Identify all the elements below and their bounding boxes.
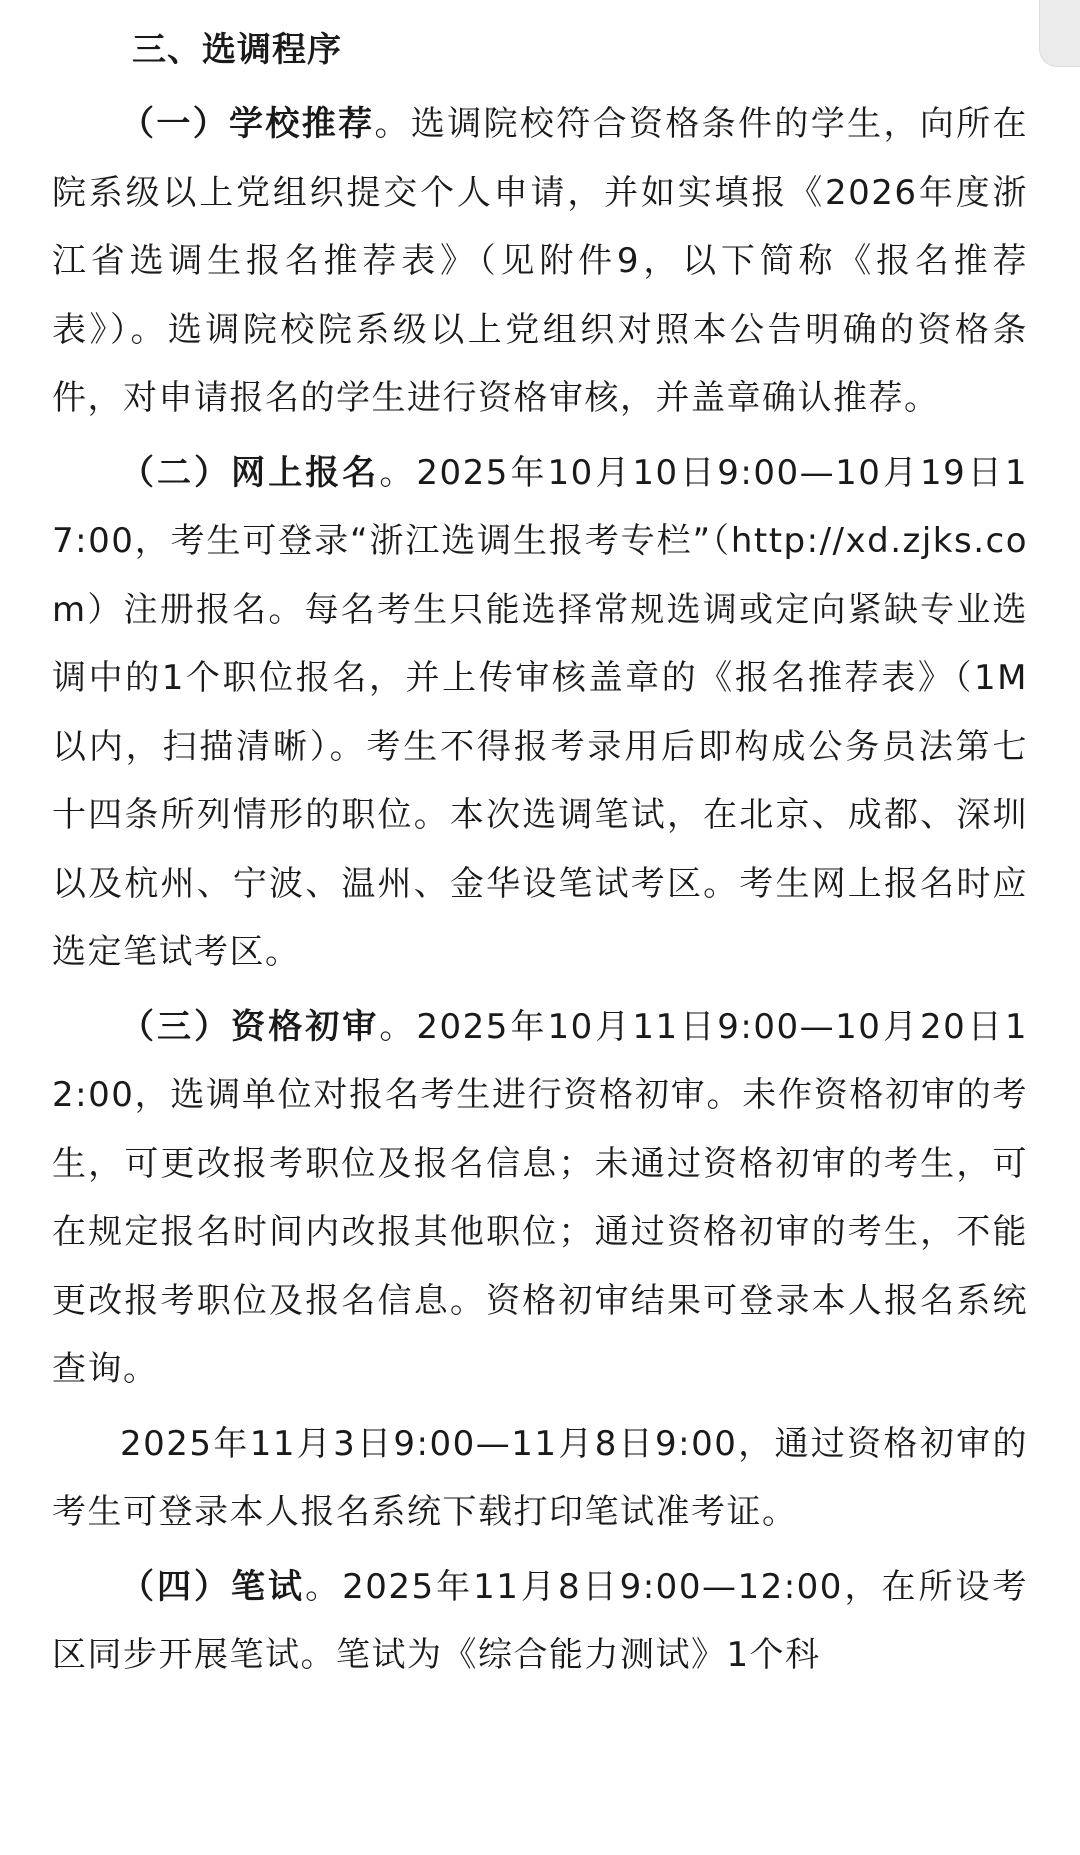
- paragraph-lead: （三）资格初审: [120, 1006, 380, 1047]
- paragraph-lead: （一）学校推荐: [120, 104, 375, 144]
- paragraph-body: 。2025年11月8日9:00—12:00，在所设考区同步开展笔试。笔试为《综合能力测试》1个科: [52, 1566, 1028, 1675]
- paragraph-preliminary-review: [52, 993, 1028, 1404]
- paragraph-body: 。2025年10月10日9:00—10月19日17:00，考生可登录“浙江选调生报考专栏”（http://xd.zjks.com）注册报名。每名考生只能选择常规选调或定向紧缺专业选调中的1个职位报名，并上传审核盖章的《报名推荐表》（1M以内，扫描清晰）。考生不得报考录用后即构成公务员法第七十四条所列情形的职位。本次选调笔试，在北京、成都、深圳以及杭州、宁波、温州、金华设笔试考区。考生网上报名时应选定笔试考区。: [52, 452, 1028, 972]
- paragraph-written-exam: [52, 1553, 1028, 1690]
- paragraph-lead: （四）笔试: [120, 1566, 306, 1607]
- paragraph-body: 。2025年10月11日9:00—10月20日12:00，选调单位对报名考生进行资格初审。未作资格初审的考生，可更改报考职位及报名信息；未通过资格初审的考生，可在规定报名时间内改报其他职位；通过资格初审的考生，不能更改报考职位及报名信息。资格初审结果可登录本人报名系统查询。: [52, 1006, 1028, 1389]
- paragraph-body: 2025年11月3日9:00—11月8日9:00，通过资格初审的考生可登录本人报名系统下载打印笔试准考证。: [52, 1423, 1028, 1532]
- paragraph-online-registration: [52, 439, 1028, 987]
- paragraph-school-recommendation: [52, 90, 1028, 433]
- paragraph-lead: （二）网上报名: [120, 452, 380, 493]
- paragraph-body: 。选调院校符合资格条件的学生，向所在院系级以上党组织提交个人申请，并如实填报《2026年度浙江省选调生报名推荐表》（见附件9，以下简称《报名推荐表》）。选调院校院系级以上党组织对照本公告明确的资格条件，对申请报名的学生进行资格审核，并盖章确认推荐。: [52, 104, 1029, 418]
- document-body: [52, 18, 1028, 1696]
- section-heading: 三、选调程序: [132, 30, 342, 70]
- paragraph-admission-ticket: [52, 1410, 1028, 1547]
- scroll-handle[interactable]: [1039, 0, 1080, 67]
